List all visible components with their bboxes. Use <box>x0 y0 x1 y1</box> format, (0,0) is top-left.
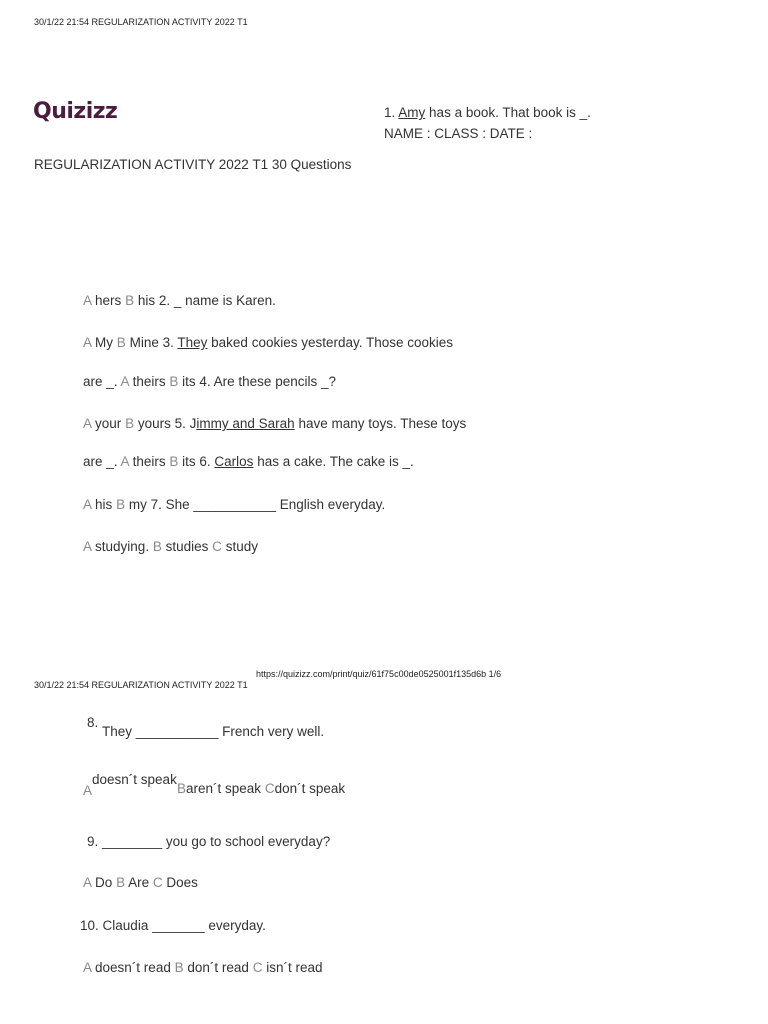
option-letter: A <box>83 497 92 512</box>
option-letter: B <box>116 875 126 890</box>
option-text: don´t read <box>187 960 249 975</box>
q10-text: Claudia _______ everyday. <box>102 918 266 933</box>
option-letter: C <box>252 960 263 975</box>
option-letter: A <box>83 875 92 890</box>
question-1 <box>384 105 591 120</box>
q8-options <box>83 772 177 798</box>
option-letter: A <box>120 454 129 469</box>
q9-options <box>83 875 198 890</box>
q1-text: has a book. That book is _. <box>429 105 591 120</box>
option-text: doesn´t speak <box>92 772 177 787</box>
option-text: his <box>95 497 113 512</box>
answer-line-7 <box>83 539 258 554</box>
option-text: Mine 3. <box>129 335 174 350</box>
option-text: aren´t speak <box>186 781 262 796</box>
continued-text: are _. <box>83 454 118 469</box>
quiz-title: REGULARIZATION ACTIVITY 2022 T1 30 Questions <box>34 157 352 172</box>
q8-text: They ___________ French very well. <box>102 724 325 739</box>
option-text: its 4. Are these pencils _? <box>182 374 336 389</box>
q1-number: 1. <box>384 105 396 120</box>
option-text: My <box>95 335 114 350</box>
option-text: studies <box>165 539 209 554</box>
option-text: isn´t read <box>266 960 323 975</box>
option-letter: A <box>83 335 92 350</box>
q8-number: 8. <box>87 715 99 730</box>
q5-subject: immy and Sarah <box>196 416 295 431</box>
q3-subject: They <box>177 335 208 350</box>
option-letter: A <box>120 374 129 389</box>
quizizz-logo: Quizizz <box>33 99 118 124</box>
option-text: doesn´t read <box>95 960 171 975</box>
answer-line-5 <box>83 454 414 469</box>
option-letter: B <box>116 335 126 350</box>
option-text: theirs <box>132 374 166 389</box>
q9-number: 9. <box>87 834 99 849</box>
option-letter: B <box>177 781 187 796</box>
name-class-date: NAME : CLASS : DATE : <box>384 126 533 141</box>
option-text: Does <box>166 875 198 890</box>
q5-text: have many toys. These toys <box>298 416 467 431</box>
option-text: don´t speak <box>274 781 346 796</box>
q10-number: 10. <box>80 918 99 933</box>
question-10 <box>80 918 266 933</box>
answer-line-1 <box>83 293 276 308</box>
page-header: 30/1/22 21:54 REGULARIZATION ACTIVITY 2022 T1 <box>34 17 248 27</box>
option-letter: B <box>125 416 135 431</box>
option-letter: B <box>116 497 126 512</box>
option-letter: A <box>83 783 93 798</box>
option-letter: C <box>212 539 222 554</box>
option-text: study <box>225 539 258 554</box>
option-text: hers <box>95 293 122 308</box>
option-letter: A <box>83 960 92 975</box>
option-text: its 6. <box>182 454 211 469</box>
answer-line-3 <box>83 374 336 389</box>
option-letter: C <box>264 781 275 796</box>
page-header: 30/1/22 21:54 REGULARIZATION ACTIVITY 2022 T1 <box>34 680 248 690</box>
option-text: Do <box>95 875 113 890</box>
answer-line-6 <box>83 497 385 512</box>
q6-subject: Carlos <box>214 454 254 469</box>
option-letter: B <box>169 454 179 469</box>
answer-line-4 <box>83 416 466 431</box>
question-9 <box>87 834 330 849</box>
option-letter: B <box>169 374 179 389</box>
answer-line-2 <box>83 335 453 350</box>
q1-subject: Amy <box>398 105 426 120</box>
q10-options <box>83 960 323 975</box>
continued-text: are _. <box>83 374 118 389</box>
option-text: yours 5. J <box>137 416 197 431</box>
option-letter: A <box>83 293 92 308</box>
option-text: theirs <box>132 454 166 469</box>
option-text: studying. <box>95 539 150 554</box>
option-letter: B <box>152 539 162 554</box>
q9-text: ________ you go to school everyday? <box>102 834 331 849</box>
option-text: my 7. She ___________ English everyday. <box>128 497 386 512</box>
q6-text: has a cake. The cake is _. <box>257 454 414 469</box>
option-letter: B <box>174 960 184 975</box>
footer-url: https://quizizz.com/print/quiz/61f75c00de0525001f135d6b 1/6 <box>256 669 502 679</box>
option-letter: B <box>125 293 135 308</box>
q3-text: baked cookies yesterday. Those cookies <box>211 335 454 350</box>
q8-options-bc <box>177 781 345 796</box>
option-letter: A <box>83 539 92 554</box>
option-text: your <box>95 416 122 431</box>
option-letter: A <box>83 416 92 431</box>
option-text: his 2. _ name is Karen. <box>137 293 276 308</box>
option-letter: C <box>152 875 163 890</box>
option-text: Are <box>128 875 150 890</box>
